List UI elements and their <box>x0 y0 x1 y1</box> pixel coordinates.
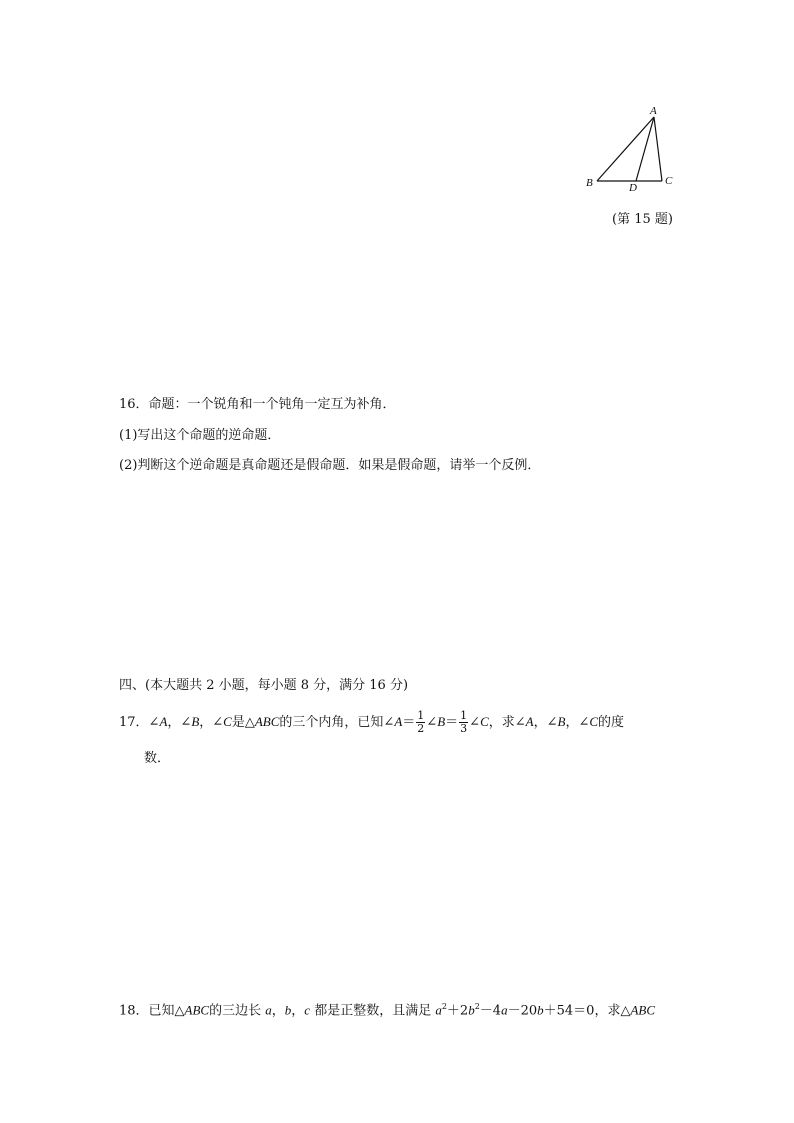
section-four-heading: 四、(本大题共 2 小题，每小题 8 分，满分 16 分) <box>119 678 409 693</box>
q17-var: C <box>480 714 489 729</box>
q18-var: ABC <box>630 1002 655 1018</box>
q18-var: a <box>435 1002 442 1018</box>
q18-text: ＋54＝0，求△ <box>543 1003 631 1019</box>
q18-text: －20 <box>507 1003 538 1019</box>
q17-text: ∠ <box>426 715 438 730</box>
fraction-numerator: 1 <box>417 709 425 722</box>
q18-var: a <box>501 1002 508 1018</box>
q17-var: C <box>223 714 232 729</box>
q18-var: c <box>304 1002 311 1018</box>
q17-line1 <box>119 710 624 735</box>
q17-var: B <box>191 714 200 729</box>
q18-text: －4 <box>479 1003 502 1019</box>
q18-var: b <box>284 1002 292 1018</box>
q17-text: 的三个内角，已知∠ <box>279 715 395 730</box>
q18-text: ， <box>291 1003 305 1019</box>
q18-exponent: 2 <box>474 1002 480 1011</box>
q18-var: b <box>468 1002 475 1018</box>
q17-text: ，求∠ <box>488 715 526 730</box>
q18-text: 的三边长 <box>209 1003 266 1019</box>
vertex-label-b: B <box>586 177 593 189</box>
q17-text: ，∠ <box>565 715 590 730</box>
q18-text: ＋2 <box>446 1003 469 1019</box>
q17-var: A <box>394 714 403 729</box>
fraction-denominator: 2 <box>417 722 425 735</box>
point-label-d: D <box>629 182 637 194</box>
q17-text: ，∠ <box>533 715 558 730</box>
q17-text: ∠ <box>469 715 481 730</box>
vertex-label-c: C <box>665 175 673 187</box>
vertex-label-a: A <box>650 105 657 117</box>
q18-text: ， <box>271 1003 285 1019</box>
fraction-one-third <box>459 710 468 735</box>
triangle-figure <box>578 100 688 200</box>
q18-text: 都是正整数，且满足 <box>310 1003 436 1019</box>
figure-caption: (第 15 题) <box>612 212 673 227</box>
q18-line1 <box>119 997 655 1021</box>
q16-part1: (1)写出这个命题的逆命题． <box>119 428 281 443</box>
fraction-numerator: 1 <box>460 709 468 722</box>
q18-var: ABC <box>184 1002 210 1018</box>
q17-line2: 数． <box>144 751 171 766</box>
q17-text: ，∠ <box>199 715 224 730</box>
q18-exponent: 2 <box>441 1002 447 1011</box>
q16-stem: 16．命题：一个锐角和一个钝角一定互为补角． <box>119 397 396 412</box>
q18-number: 18． <box>119 1003 149 1019</box>
q17-var: B <box>437 714 446 729</box>
q16-part2: (2)判断这个逆命题是真命题还是假命题．如果是假命题，请举一个反例． <box>119 458 541 473</box>
fraction-denominator: 3 <box>460 722 468 735</box>
q17-var: B <box>557 714 566 729</box>
q18-text: 已知△ <box>148 1003 185 1019</box>
q17-var: ABC <box>254 714 280 729</box>
q18-var: a <box>265 1002 272 1018</box>
triangle-diagram <box>578 100 688 200</box>
segment-ac <box>654 117 662 181</box>
q17-text: 的度 <box>598 715 625 730</box>
q17-text: ＝ <box>402 715 416 730</box>
fraction-one-half <box>416 710 425 735</box>
q17-text: ∠ <box>148 715 160 730</box>
q17-text: ＝ <box>445 715 459 730</box>
q17-text: 是△ <box>231 715 255 730</box>
q17-number: 17． <box>119 715 149 730</box>
q17-var: A <box>525 714 534 729</box>
q17-text: ，∠ <box>167 715 192 730</box>
q17-var: A <box>159 714 168 729</box>
q18-var: b <box>537 1002 544 1018</box>
q17-var: C <box>589 714 599 729</box>
